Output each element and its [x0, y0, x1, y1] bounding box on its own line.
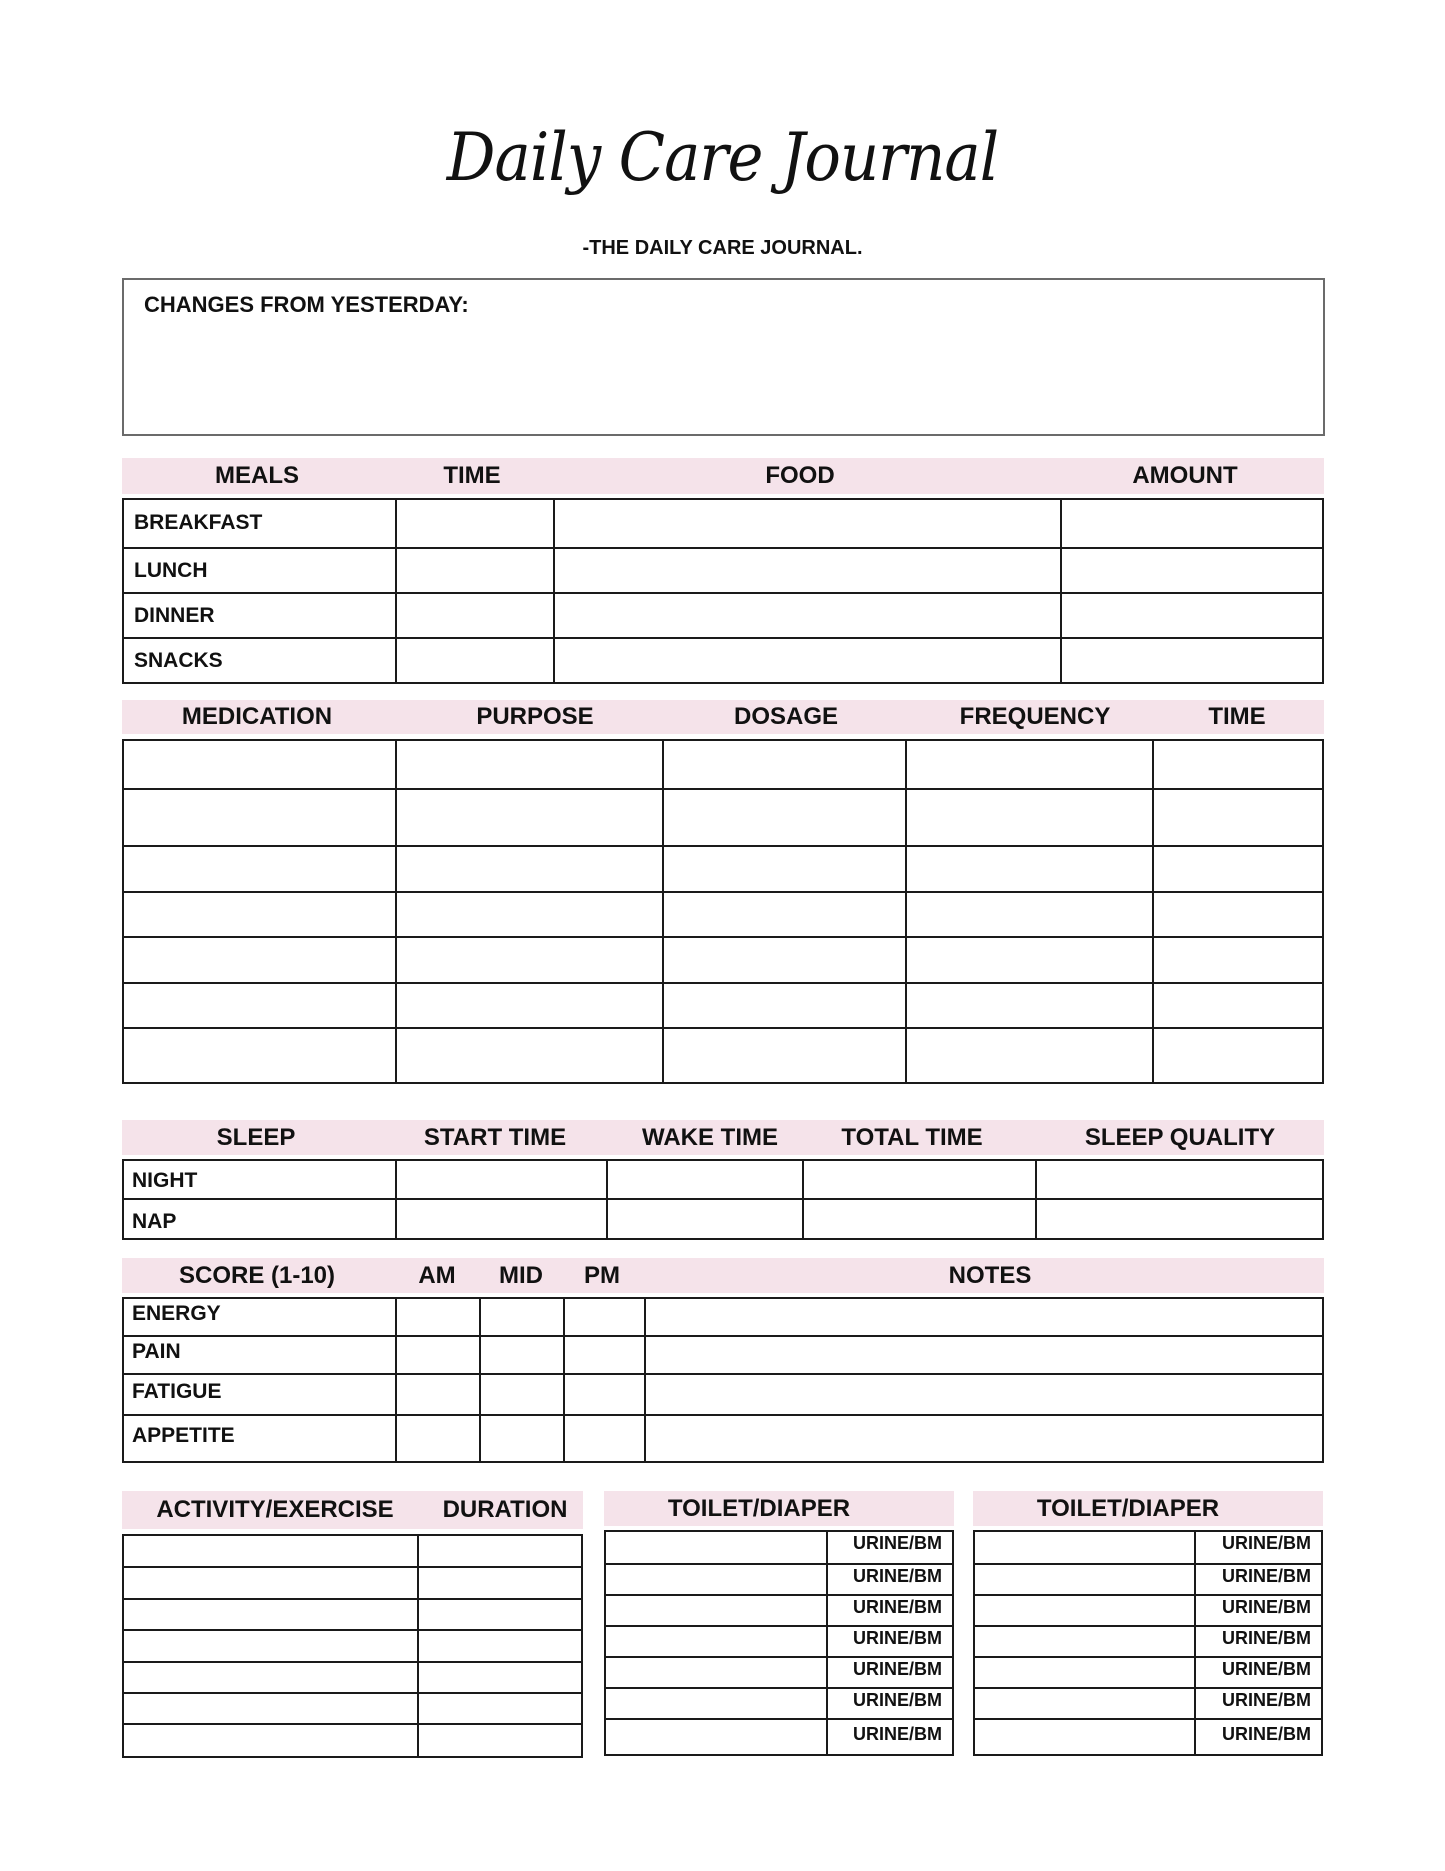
- activity-entry-cell[interactable]: [420, 1536, 581, 1565]
- activity-entry-cell[interactable]: [124, 1569, 416, 1597]
- sleep-entry-cell[interactable]: [398, 1201, 605, 1238]
- medication-entry-cell[interactable]: [398, 985, 661, 1026]
- activity-entry-cell[interactable]: [124, 1726, 416, 1756]
- activity-row-divider: [122, 1598, 583, 1600]
- medication-entry-cell[interactable]: [1155, 985, 1322, 1026]
- meals-entry-cell[interactable]: [398, 640, 552, 682]
- medication-header-1: PURPOSE: [476, 703, 594, 730]
- meals-entry-cell[interactable]: [1063, 640, 1322, 682]
- activity-entry-cell[interactable]: [124, 1664, 416, 1691]
- changes-from-yesterday-label: CHANGES FROM YESTERDAY:: [144, 292, 469, 317]
- sleep-entry-cell[interactable]: [609, 1201, 801, 1238]
- activity-row-divider: [122, 1692, 583, 1694]
- medication-entry-cell[interactable]: [1155, 1030, 1322, 1082]
- toilet-left-entry-cell[interactable]: [606, 1659, 825, 1686]
- meals-row-divider: [122, 547, 1324, 549]
- toilet-right-row-label: URINE/BM: [1222, 1658, 1311, 1679]
- sleep-entry-cell[interactable]: [1038, 1161, 1322, 1197]
- medication-column-divider: [662, 739, 664, 1084]
- sleep-header-3: TOTAL TIME: [841, 1123, 983, 1151]
- sleep-column-divider: [802, 1159, 804, 1240]
- score-entry-cell[interactable]: [482, 1338, 562, 1372]
- sleep-column-divider: [395, 1159, 397, 1240]
- activity-entry-cell[interactable]: [420, 1726, 581, 1756]
- toilet-right-row-label: URINE/BM: [1222, 1627, 1311, 1648]
- toilet-right-row-divider: [973, 1718, 1323, 1720]
- meals-row-divider: [122, 592, 1324, 594]
- medication-entry-cell[interactable]: [398, 848, 661, 890]
- activity-entry-cell[interactable]: [420, 1632, 581, 1660]
- sleep-column-divider: [606, 1159, 608, 1240]
- medication-entry-cell[interactable]: [908, 848, 1151, 890]
- activity-column-divider: [417, 1534, 419, 1758]
- medication-entry-cell[interactable]: [665, 848, 904, 890]
- toilet-right-entry-cell[interactable]: [975, 1659, 1193, 1686]
- toilet-right-header-0: TOILET/DIAPER: [1036, 1494, 1220, 1522]
- medication-entry-cell[interactable]: [665, 939, 904, 981]
- score-entry-cell[interactable]: [566, 1417, 643, 1461]
- meals-row-label: BREAKFAST: [134, 511, 263, 534]
- sleep-entry-cell[interactable]: [398, 1161, 605, 1197]
- page-title: Daily Care Journal: [446, 119, 999, 196]
- meals-entry-cell[interactable]: [398, 500, 552, 546]
- meals-row-label: DINNER: [134, 603, 215, 627]
- score-entry-cell[interactable]: [398, 1417, 478, 1461]
- toilet-left-row-label: URINE/BM: [853, 1533, 942, 1553]
- toilet-right-column-divider: [1194, 1530, 1196, 1756]
- medication-entry-cell[interactable]: [124, 1030, 394, 1082]
- medication-entry-cell[interactable]: [1155, 848, 1322, 890]
- score-entry-cell[interactable]: [566, 1299, 643, 1334]
- toilet-right-row-label: URINE/BM: [1222, 1596, 1311, 1617]
- meals-entry-cell[interactable]: [556, 640, 1059, 682]
- toilet-left-row-divider: [604, 1718, 954, 1720]
- meals-column-divider: [395, 498, 397, 684]
- toilet-left-row-label: URINE/BM: [853, 1723, 942, 1744]
- medication-entry-cell[interactable]: [908, 939, 1151, 981]
- meals-entry-cell[interactable]: [556, 550, 1059, 591]
- medication-row-divider: [122, 1027, 1324, 1029]
- sleep-header-1: START TIME: [423, 1123, 567, 1151]
- meals-header-0: MEALS: [215, 462, 299, 489]
- meals-header-2: FOOD: [765, 462, 835, 489]
- medication-entry-cell[interactable]: [908, 985, 1151, 1026]
- sleep-row-label: NAP: [132, 1209, 177, 1233]
- toilet-left-entry-cell[interactable]: [606, 1628, 825, 1655]
- score-entry-cell[interactable]: [482, 1417, 562, 1461]
- toilet-right-row-label: URINE/BM: [1222, 1689, 1311, 1710]
- medication-entry-cell[interactable]: [908, 791, 1151, 844]
- medication-entry-cell[interactable]: [124, 939, 394, 981]
- medication-entry-cell[interactable]: [908, 894, 1151, 935]
- meals-entry-cell[interactable]: [1063, 595, 1322, 636]
- score-column-divider: [563, 1297, 565, 1463]
- meals-column-divider: [1060, 498, 1062, 684]
- score-entry-cell[interactable]: [647, 1338, 1322, 1372]
- toilet-right-row-label: URINE/BM: [1222, 1533, 1311, 1553]
- score-header-2: MID: [499, 1261, 543, 1289]
- activity-header-0: ACTIVITY/EXERCISE: [156, 1496, 394, 1523]
- medication-entry-cell[interactable]: [398, 939, 661, 981]
- score-column-divider: [395, 1297, 397, 1463]
- sleep-row-label: NIGHT: [132, 1169, 198, 1192]
- medication-entry-cell[interactable]: [398, 1030, 661, 1082]
- medication-entry-cell[interactable]: [1155, 894, 1322, 935]
- score-entry-cell[interactable]: [398, 1299, 478, 1334]
- medication-column-divider: [395, 739, 397, 1084]
- score-entry-cell[interactable]: [647, 1299, 1322, 1334]
- sleep-entry-cell[interactable]: [805, 1161, 1034, 1197]
- activity-row-divider: [122, 1566, 583, 1568]
- medication-column-divider: [1152, 739, 1154, 1084]
- medication-entry-cell[interactable]: [398, 741, 661, 787]
- toilet-left-entry-cell[interactable]: [606, 1597, 825, 1624]
- toilet-left-entry-cell[interactable]: [606, 1532, 825, 1562]
- activity-entry-cell[interactable]: [124, 1536, 416, 1565]
- score-row-divider: [122, 1373, 1324, 1375]
- score-header-0: SCORE (1-10): [178, 1261, 336, 1289]
- activity-row-divider: [122, 1629, 583, 1631]
- medication-entry-cell[interactable]: [124, 848, 394, 890]
- medication-entry-cell[interactable]: [665, 741, 904, 787]
- medication-entry-cell[interactable]: [908, 741, 1151, 787]
- medication-entry-cell[interactable]: [398, 894, 661, 935]
- meals-column-divider: [553, 498, 555, 684]
- medication-entry-cell[interactable]: [124, 985, 394, 1026]
- toilet-right-row-label: URINE/BM: [1222, 1723, 1311, 1744]
- medication-entry-cell[interactable]: [1155, 791, 1322, 844]
- medication-row-divider: [122, 845, 1324, 847]
- medication-entry-cell[interactable]: [665, 985, 904, 1026]
- activity-entry-cell[interactable]: [124, 1601, 416, 1628]
- score-entry-cell[interactable]: [566, 1338, 643, 1372]
- toilet-right-entry-cell[interactable]: [975, 1566, 1193, 1593]
- meals-row-label: LUNCH: [134, 558, 208, 582]
- toilet-left-row-label: URINE/BM: [853, 1596, 942, 1617]
- medication-entry-cell[interactable]: [398, 791, 661, 844]
- sleep-column-divider: [1035, 1159, 1037, 1240]
- score-column-divider: [479, 1297, 481, 1463]
- toilet-right-entry-cell[interactable]: [975, 1628, 1193, 1655]
- meals-header-1: TIME: [443, 462, 501, 489]
- medication-header-0: MEDICATION: [181, 703, 333, 730]
- toilet-left-row-label: URINE/BM: [853, 1627, 942, 1648]
- activity-entry-cell[interactable]: [420, 1695, 581, 1722]
- toilet-right-entry-cell[interactable]: [975, 1597, 1193, 1624]
- toilet-left-row-label: URINE/BM: [853, 1658, 942, 1679]
- score-column-divider: [644, 1297, 646, 1463]
- medication-entry-cell[interactable]: [1155, 939, 1322, 981]
- score-entry-cell[interactable]: [566, 1376, 643, 1413]
- meals-row-label: SNACKS: [134, 649, 223, 672]
- medication-entry-cell[interactable]: [124, 894, 394, 935]
- medication-header-3: FREQUENCY: [959, 703, 1111, 730]
- sleep-header-2: WAKE TIME: [642, 1123, 778, 1151]
- medication-entry-cell[interactable]: [124, 741, 394, 787]
- medication-header-4: TIME: [1208, 703, 1266, 730]
- score-entry-cell[interactable]: [647, 1417, 1322, 1461]
- score-row-label: APPETITE: [132, 1424, 235, 1447]
- medication-row-divider: [122, 982, 1324, 984]
- sleep-entry-cell[interactable]: [805, 1201, 1034, 1238]
- activity-entry-cell[interactable]: [124, 1632, 416, 1660]
- medication-entry-cell[interactable]: [124, 791, 394, 844]
- meals-row-divider: [122, 637, 1324, 639]
- activity-row-divider: [122, 1723, 583, 1725]
- sleep-header-4: SLEEP QUALITY: [1084, 1123, 1276, 1151]
- meals-entry-cell[interactable]: [1063, 500, 1322, 546]
- score-header-4: NOTES: [948, 1261, 1032, 1289]
- medication-row-divider: [122, 788, 1324, 790]
- meals-entry-cell[interactable]: [398, 550, 552, 591]
- score-row-divider: [122, 1335, 1324, 1337]
- score-header-1: AM: [418, 1261, 456, 1289]
- toilet-right-entry-cell[interactable]: [975, 1532, 1193, 1562]
- page-subtitle: -THE DAILY CARE JOURNAL.: [582, 237, 863, 259]
- toilet-left-row-label: URINE/BM: [853, 1689, 942, 1710]
- medication-entry-cell[interactable]: [665, 791, 904, 844]
- sleep-entry-cell[interactable]: [609, 1161, 801, 1197]
- activity-entry-cell[interactable]: [420, 1569, 581, 1597]
- medication-header-2: DOSAGE: [733, 703, 839, 730]
- score-row-label: FATIGUE: [132, 1379, 222, 1403]
- activity-entry-cell[interactable]: [124, 1695, 416, 1722]
- sleep-row-divider: [122, 1198, 1324, 1200]
- meals-entry-cell[interactable]: [398, 595, 552, 636]
- medication-entry-cell[interactable]: [665, 894, 904, 935]
- meals-header-3: AMOUNT: [1132, 462, 1238, 489]
- score-row-label: PAIN: [132, 1340, 181, 1363]
- toilet-left-entry-cell[interactable]: [606, 1721, 825, 1754]
- medication-row-divider: [122, 891, 1324, 893]
- sleep-header-0: SLEEP: [216, 1123, 296, 1151]
- score-entry-cell[interactable]: [647, 1376, 1322, 1413]
- meals-entry-cell[interactable]: [556, 595, 1059, 636]
- sleep-entry-cell[interactable]: [1038, 1201, 1322, 1238]
- medication-entry-cell[interactable]: [665, 1030, 904, 1082]
- medication-entry-cell[interactable]: [1155, 741, 1322, 787]
- activity-header-1: DURATION: [442, 1496, 568, 1523]
- score-entry-cell[interactable]: [482, 1299, 562, 1334]
- toilet-left-row-label: URINE/BM: [853, 1565, 942, 1586]
- score-header-3: PM: [584, 1261, 620, 1289]
- meals-entry-cell[interactable]: [1063, 550, 1322, 591]
- toilet-left-entry-cell[interactable]: [606, 1566, 825, 1593]
- toilet-right-entry-cell[interactable]: [975, 1721, 1193, 1754]
- activity-entry-cell[interactable]: [420, 1601, 581, 1628]
- score-entry-cell[interactable]: [482, 1376, 562, 1413]
- meals-entry-cell[interactable]: [556, 500, 1059, 546]
- activity-row-divider: [122, 1661, 583, 1663]
- medication-entry-cell[interactable]: [908, 1030, 1151, 1082]
- score-row-divider: [122, 1414, 1324, 1416]
- medication-column-divider: [905, 739, 907, 1084]
- medication-row-divider: [122, 936, 1324, 938]
- score-entry-cell[interactable]: [398, 1376, 478, 1413]
- score-row-label: ENERGY: [132, 1301, 221, 1325]
- toilet-right-entry-cell[interactable]: [975, 1690, 1193, 1717]
- toilet-left-entry-cell[interactable]: [606, 1690, 825, 1717]
- toilet-right-row-label: URINE/BM: [1222, 1565, 1311, 1586]
- score-entry-cell[interactable]: [398, 1338, 478, 1372]
- activity-entry-cell[interactable]: [420, 1664, 581, 1691]
- toilet-left-column-divider: [826, 1530, 828, 1756]
- toilet-left-header-0: TOILET/DIAPER: [667, 1494, 851, 1522]
